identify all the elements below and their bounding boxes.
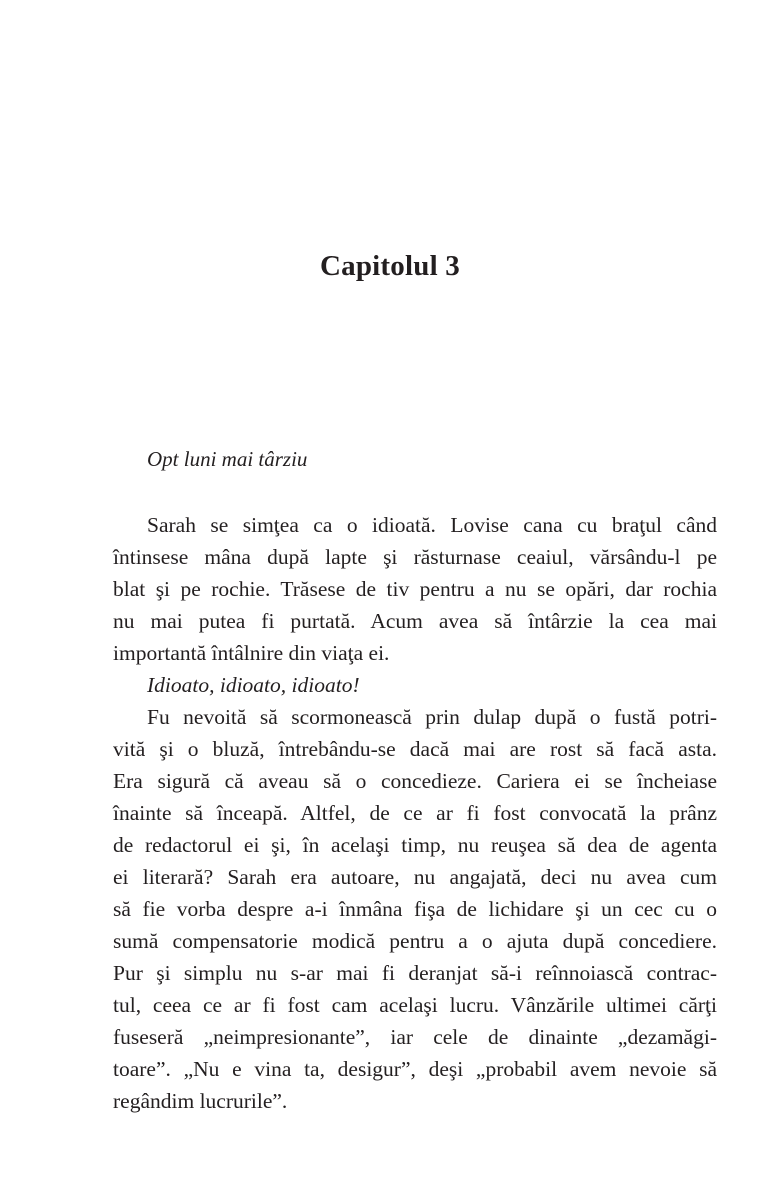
text-line: fuseseră „neimpresionante”, iar cele de dinainte „dezamăgi- <box>113 1025 717 1049</box>
text-line: regândim lucrurile”. <box>113 1089 288 1113</box>
text-line: înainte să înceapă. Altfel, de ce ar fi fost convocată la prânz <box>113 801 717 825</box>
body-text <box>113 509 717 1117</box>
text-line: sumă compensatorie modică pentru a o ajuta după concediere. <box>113 929 717 953</box>
text-line: Idioato, idioato, idioato! <box>147 673 360 697</box>
chapter-subtitle: Opt luni mai târziu <box>147 447 308 471</box>
text-line: Pur şi simplu nu s-ar mai fi deranjat să-i reînnoiască contrac- <box>113 961 717 985</box>
text-line: ei literară? Sarah era autoare, nu angajată, deci nu avea cum <box>113 865 717 889</box>
text-line: nu mai putea fi purtată. Acum avea să întârzie la cea mai <box>113 609 717 633</box>
text-line: importantă întâlnire din viaţa ei. <box>113 641 390 665</box>
text-line: de redactorul ei şi, în acelaşi timp, nu reuşea să dea de agenta <box>113 833 717 857</box>
text-line: tul, ceea ce ar fi fost cam acelaşi lucru. Vânzările ultimei cărţi <box>113 993 717 1017</box>
text-line: să fie vorba despre a-i înmâna fişa de lichidare şi un cec cu o <box>113 897 717 921</box>
text-line: toare”. „Nu e vina ta, desigur”, deşi „probabil avem nevoie să <box>113 1057 717 1081</box>
chapter-title: Capitolul 3 <box>320 250 460 282</box>
text-line: vită şi o bluză, întrebându-se dacă mai are rost să facă asta. <box>113 737 717 761</box>
text-line: Sarah se simţea ca o idioată. Lovise cana cu braţul când <box>147 513 717 537</box>
text-line: blat şi pe rochie. Trăsese de tiv pentru a nu se opări, dar rochia <box>113 577 717 601</box>
text-line: Fu nevoită să scormonească prin dulap după o fustă potri- <box>147 705 717 729</box>
text-line: Era sigură că aveau să o concedieze. Cariera ei se încheiase <box>113 769 717 793</box>
text-line: întinsese mâna după lapte şi răsturnase ceaiul, vărsându-l pe <box>113 545 717 569</box>
